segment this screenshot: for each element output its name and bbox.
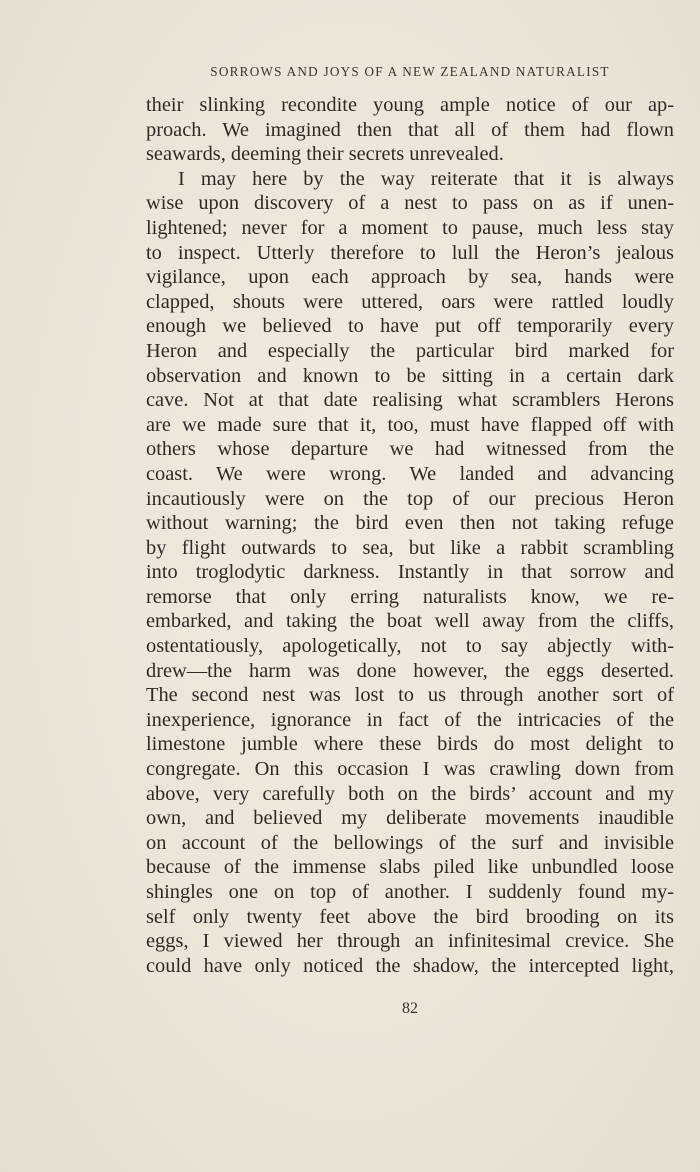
text-line: ostentatiously, apologetically, not to say abjectly with-	[146, 635, 674, 658]
text-line: without warning; the bird even then not taking refuge	[146, 512, 674, 535]
text-line: own, and believed my deliberate movements inaudible	[146, 807, 674, 830]
text-line: remorse that only erring naturalists know, we re-	[146, 585, 674, 608]
text-line: I may here by the way reiterate that it is always	[178, 167, 674, 190]
text-line: observation and known to be sitting in a certain dark	[146, 364, 674, 387]
text-line: on account of the bellowings of the surf and invisible	[146, 831, 674, 854]
text-line: proach. We imagined then that all of them had flown	[146, 118, 674, 141]
text-line: self only twenty feet above the bird brooding on its	[146, 905, 674, 928]
text-line: into troglodytic darkness. Instantly in that sorrow and	[146, 561, 674, 584]
text-line: incautiously were on the top of our precious Heron	[146, 487, 674, 510]
text-line: others whose departure we had witnessed from the	[146, 438, 674, 461]
text-line: vigilance, upon each approach by sea, hands were	[146, 266, 674, 289]
text-line: Heron and especially the particular bird marked for	[146, 339, 674, 362]
text-line: eggs, I viewed her through an infinitesimal crevice. She	[146, 930, 674, 953]
text-line: their slinking recondite young ample notice of our ap-	[146, 94, 674, 116]
text-line: inexperience, ignorance in fact of the intricacies of the	[146, 708, 674, 731]
text-line: lightened; never for a moment to pause, much less stay	[146, 216, 674, 239]
text-line: because of the immense slabs piled like unbundled loose	[146, 856, 674, 879]
text-line: shingles one on top of another. I suddenly found my-	[146, 881, 674, 903]
page-number: 82	[402, 1000, 418, 1017]
text-line: could have only noticed the shadow, the intercepted light,	[146, 954, 674, 977]
text-line: congregate. On this occasion I was crawling down from	[146, 758, 674, 781]
body-text	[146, 93, 674, 978]
text-line: to inspect. Utterly therefore to lull the Heron’s jealous	[146, 241, 674, 264]
text-line: The second nest was lost to us through another sort of	[146, 684, 674, 707]
text-line: above, very carefully both on the birds’ account and my	[146, 782, 674, 805]
text-line: are we made sure that it, too, must have flapped off with	[146, 413, 674, 436]
text-line: coast. We were wrong. We landed and advancing	[146, 462, 674, 485]
running-head: SORROWS AND JOYS OF A NEW ZEALAND NATURALIST	[210, 64, 610, 79]
text-line: embarked, and taking the boat well away from the cliffs,	[146, 610, 674, 633]
text-line: drew—the harm was done however, the eggs deserted.	[146, 659, 674, 682]
text-line: cave. Not at that date realising what scramblers Herons	[146, 389, 674, 412]
text-line: wise upon discovery of a nest to pass on as if unen-	[146, 192, 674, 215]
text-line: by flight outwards to sea, but like a rabbit scrambling	[146, 536, 674, 559]
text-line: clapped, shouts were uttered, oars were rattled loudly	[146, 290, 674, 313]
text-line: seawards, deeming their secrets unrevealed.	[146, 143, 504, 166]
text-line: limestone jumble where these birds do most delight to	[146, 733, 674, 756]
text-line: enough we believed to have put off temporarily every	[146, 315, 674, 338]
